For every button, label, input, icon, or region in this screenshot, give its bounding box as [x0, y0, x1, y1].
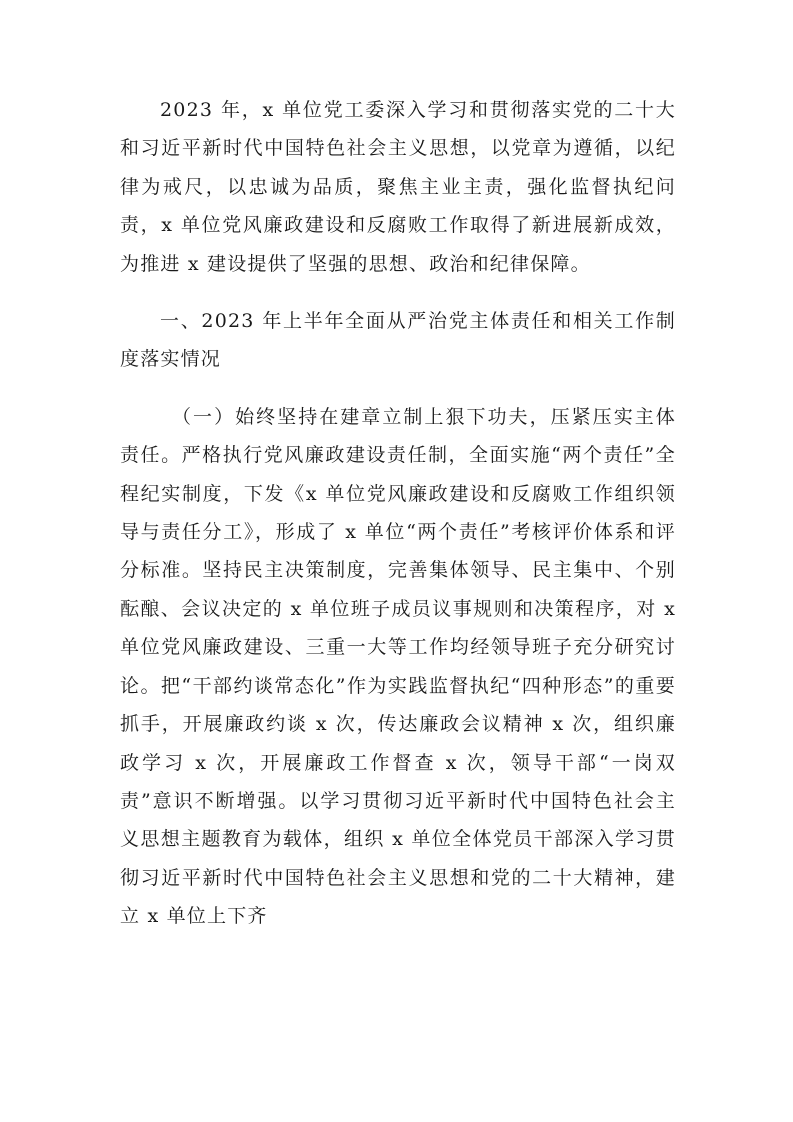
body-paragraph: （一）始终坚持在建章立制上狠下功夫，压紧压实主体责任。严格执行党风廉政建设责任制，全面实施“两个责任”全程纪实制度，下发《x 单位党风廉政建设和反腐败工作组织领导与责任分工》，形成了 x 单位“两个责任”考核评价体系和评分标准。坚持民主决策制度，完善集体领导、民主集中、个别酝酿、会议决定的 x 单位班子成员议事规则和决策程序，对 x 单位党风廉政建设、三重一大等工作均经领导班子充分研究讨论。把“干部约谈常态化”作为实践监督执纪“四种形态”的重要抓手，开展廉政约谈 x 次，传达廉政会议精神 x 次，组织廉政学习 x 次，开展廉政工作督查 x 次，领导干部“一岗双责”意识不断增强。以学习贯彻习近平新时代中国特色社会主义思想主题教育为载体，组织 x 单位全体党员干部深入学习贯彻习近平新时代中国特色社会主义思想和党的二十大精神，建立 x 单位上下齐: [120, 405, 676, 928]
intro-paragraph: 2023 年，x 单位党工委深入学习和贯彻落实党的二十大和习近平新时代中国特色社会主义思想，以党章为遵循，以纪律为戒尺，以忠诚为品质，聚焦主业主责，强化监督执纪问责，x 单位党风廉政建设和反腐败工作取得了新进展新成效，为推进 x 建设提供了坚强的思想、政治和纪律保障。: [120, 99, 676, 275]
section-heading: 一、2023 年上半年全面从严治党主体责任和相关工作制度落实情况: [120, 310, 676, 371]
document-body: [120, 91, 676, 936]
